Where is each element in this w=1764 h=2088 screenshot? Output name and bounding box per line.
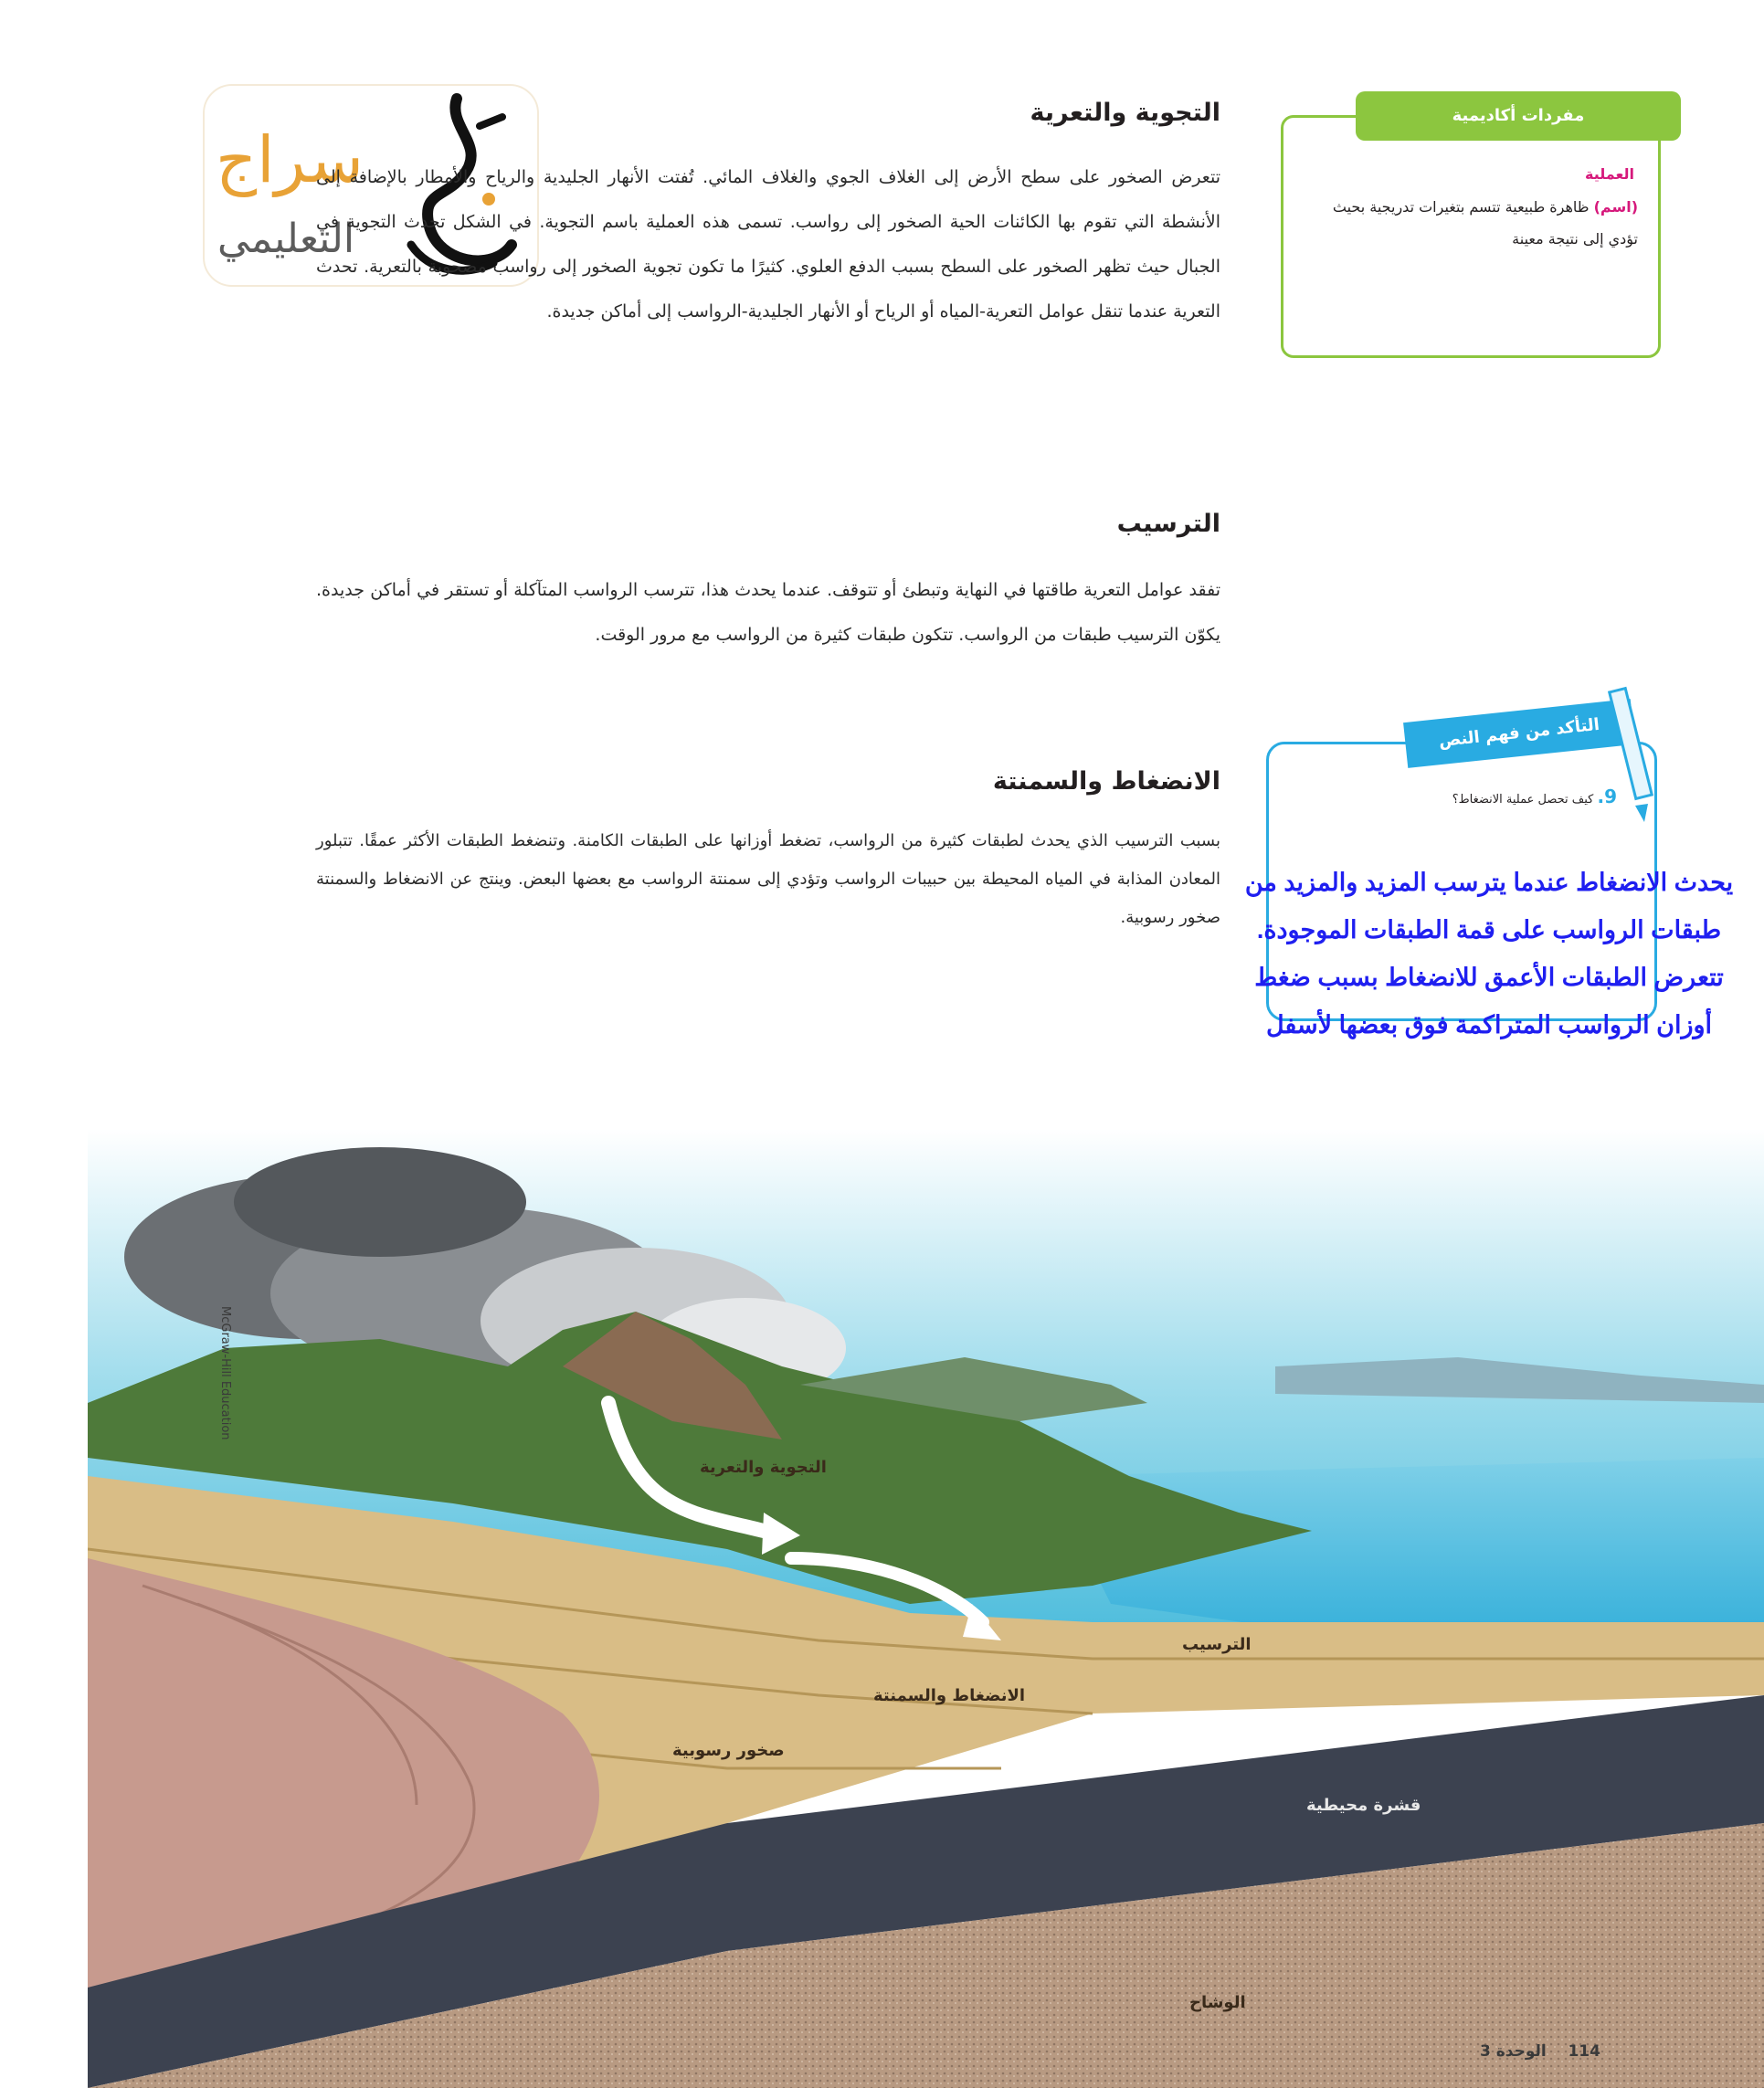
vocab-part-of-speech: (اسم) [1593, 198, 1638, 216]
image-credit: McGraw-Hill Education [218, 1306, 232, 1440]
logo-word-top: سراج [216, 122, 364, 197]
heading-deposition: الترسيب [1116, 510, 1220, 538]
reading-check-tab: التأكد من فهم النص [1403, 699, 1635, 768]
label-sedimentary-rock: صخور رسوبية [672, 1741, 785, 1760]
answer-text: يحدث الانضغاط عندما يترسب المزيد والمزيد من طبقات الرواسب على قمة الطبقات الموجودة. تتعرض الطبقات الأعمق للانضغاط بسبب ضغط أوزان الرواسب المتراكمة فوق بعضها لأسفل [1244, 869, 1734, 1039]
unit-label: الوحدة 3 [1480, 2042, 1547, 2061]
reading-check-question [1343, 786, 1617, 807]
question-text: كيف تحصل عملية الانضغاط؟ [1452, 793, 1594, 807]
para-compaction-cementation: بسبب الترسيب الذي يحدث لطبقات كثيرة من الرواسب، تضغط أوزانها على الطبقات الكامنة. وتنضغط الطبقات الأكثر عمقًا. تتبلور المعادن المذابة في المياه المحيطة بين حبيبات الرواسب وتؤدي إلى سمنتة الرواسب مع بعضها البعض. وينتج عن الانضغاط والسمنتة صخور رسوبية. [316, 831, 1220, 927]
para-weathering-erosion: تتعرض الصخور على سطح الأرض إلى الغلاف الجوي والغلاف المائي. تُفتت الأنهار الجليدية والرياح والأمطار بالإضافة إلى الأنشطة التي تقوم بها الكائنات الحية الصخور إلى رواسب. تسمى هذه العملية باسم التجوية. في الشكل تحدث التجوية في الجبال حيث تظهر الصخور على السطح بسبب الدفع العلوي. كثيرًا ما تكون تجوية الصخور إلى رواسب مصحوبة بالتعرية. تحدث التعرية عندما تنقل عوامل التعرية-المياه أو الرياح أو الأنهار الجليدية-الرواسب إلى أماكن جديدة. [316, 167, 1220, 322]
heading-weathering-erosion: التجوية والتعرية [1030, 99, 1220, 127]
academic-vocab-box [1281, 115, 1661, 358]
para-deposition: تفقد عوامل التعرية طاقتها في النهاية وتبطئ أو تتوقف. عندما يحدث هذا، تترسب الرواسب المتآكلة أو تستقر في أماكن جديدة. يكوّن الترسيب طبقات من الرواسب. تتكون طبقات كثيرة من الرواسب مع مرور الوقت. [316, 580, 1220, 645]
vocab-definition-text: ظاهرة طبيعية تتسم بتغيرات تدريجية بحيث تؤدي إلى نتيجة معينة [1332, 198, 1638, 248]
diagram-illustration [88, 1129, 1764, 2088]
label-compaction-cementation: الانضغاط والسمنتة [873, 1686, 1026, 1705]
vocab-definition [1309, 191, 1638, 255]
vocab-term: العملية [1584, 165, 1634, 183]
vocab-tab: مفردات أكاديمية [1356, 91, 1681, 141]
page-footer [1480, 2042, 1600, 2061]
question-number: 9. [1597, 786, 1617, 807]
label-mantle: الوشاح [1189, 1993, 1246, 2012]
rock-cycle-diagram [88, 1129, 1764, 2088]
label-weathering-erosion: التجوية والتعرية [700, 1458, 827, 1477]
page-number: 114 [1568, 2042, 1600, 2061]
logo-word-bottom: التعليمي [217, 216, 355, 262]
label-oceanic-crust: قشرة محيطية [1306, 1796, 1421, 1815]
heading-compaction-cementation: الانضغاط والسمنتة [992, 767, 1220, 796]
label-deposition: الترسيب [1182, 1635, 1252, 1654]
